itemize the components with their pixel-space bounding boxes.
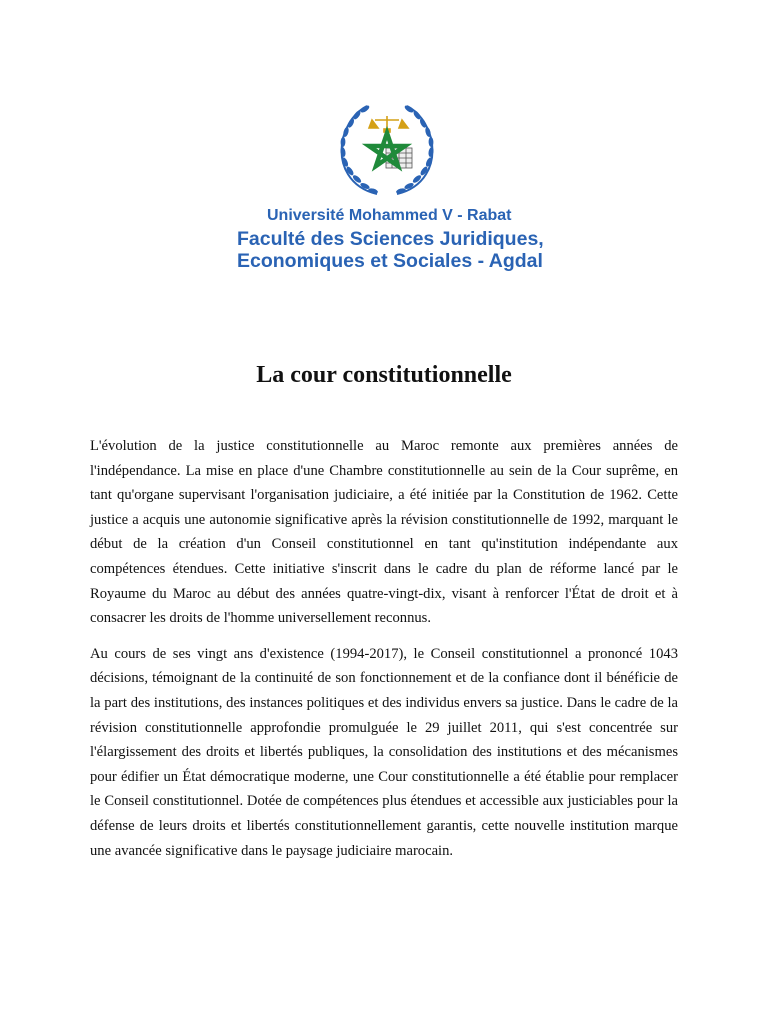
paragraph-2: Au cours de ses vingt ans d'existence (1994-2017), le Conseil constitutionnel a prononcé 1043 décisions, témoignant de la continuité de son fonctionnement et de la confiance dont il bénéficie de la part des institutions, des instances politiques et des individus envers sa justice. Dans le cadre de la révision constitutionnelle approfondie promulguée le 29 juillet 2011, qui s'est concentrée sur l'élargissement des droits et libertés publiques, la consolidation des institutions et des mécanismes pour édifier un État démocratique moderne, une Cour constitutionnelle a été établie pour remplacer le Conseil constitutionnel. Dotée de compétences plus étendues et accessible aux justiciables pour la défense de leurs droits et libertés constitutionnellement garantis, cette nouvelle institution marque une avancée significative dans le paysage judiciaire marocain. xyxy=(90,645,678,859)
faculty-name-line-2: Economiques et Sociales - Agdal xyxy=(237,250,543,272)
faculty-name-line-1: Faculté des Sciences Juridiques, xyxy=(237,228,544,250)
document-title: La cour constitutionnelle xyxy=(256,362,512,388)
scales-icon xyxy=(369,116,408,132)
faculty-emblem-icon xyxy=(329,100,445,204)
university-logo xyxy=(237,100,544,276)
paragraph-1: L'évolution de la justice constitutionnelle au Maroc remonte aux premières années de l'indépendance. La mise en place d'une Chambre constitutionnelle au sein de la Cour suprême, en tant qu'organe supervisant l'organisation judiciaire, a été initiée par la Constitution de 1962. Cette justice a acquis une autonomie significative après la révision constitutionnelle de 1992, marquant le début de la création d'un Conseil constitutionnel en tant qu'institution indépendante aux compétences étendues. Cette initiative s'inscrit dans le cadre du plan de réforme lancé par le Royaume du Maroc au début des années quatre-vingt-dix, visant à renforcer l'État de droit et à consacrer les droits de l'homme universellement reconnus. xyxy=(90,438,678,627)
document-body xyxy=(90,434,678,874)
university-name: Université Mohammed V - Rabat xyxy=(267,207,512,224)
